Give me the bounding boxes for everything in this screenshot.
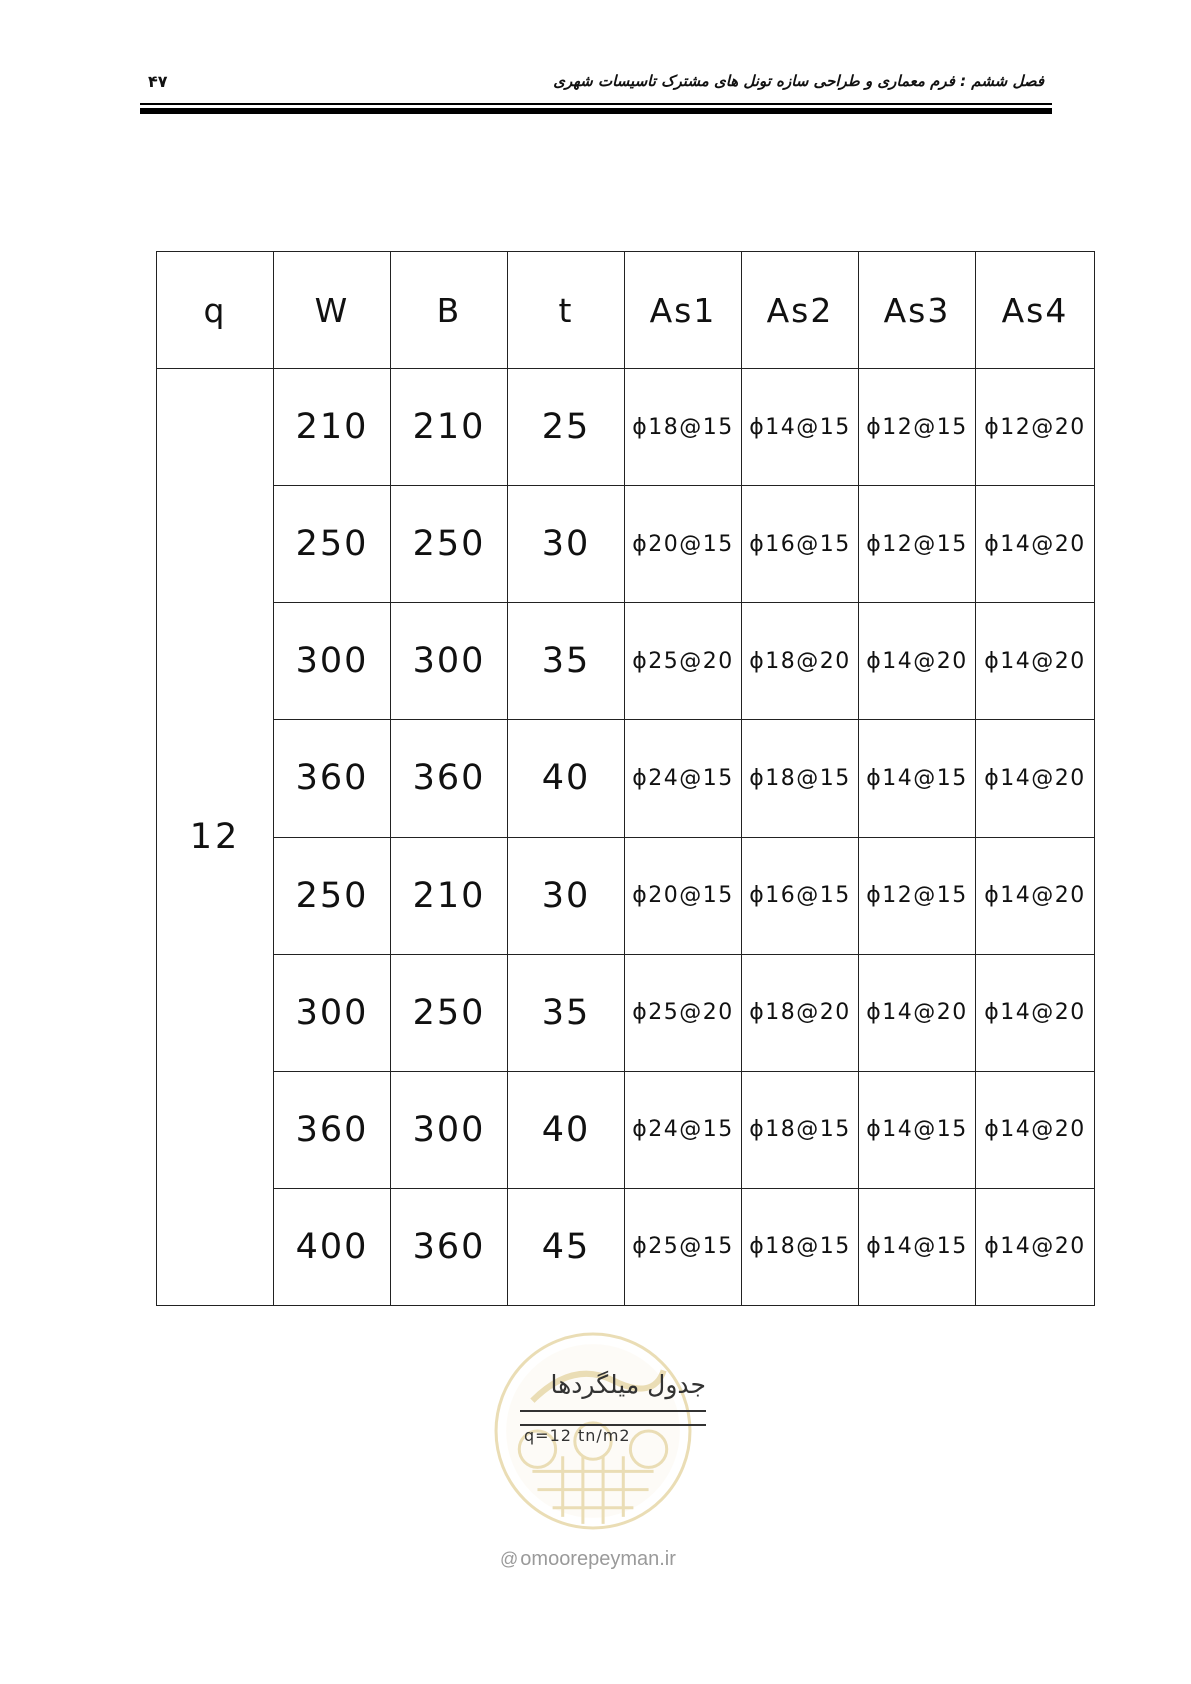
cell-b: 300 [391,1071,508,1188]
cell-as1: ɸ24@15 [625,720,742,837]
cell-w: 300 [274,603,391,720]
column-header-as2: As2 [742,252,859,369]
table-row [157,369,1095,486]
rebar-table [156,251,1095,1306]
cell-as3: ɸ14@20 [859,954,976,1071]
cell-as4: ɸ12@20 [976,369,1095,486]
cell-as3: ɸ12@15 [859,486,976,603]
cell-as1: ɸ25@20 [625,603,742,720]
cell-as1: ɸ25@15 [625,1188,742,1305]
cell-w: 300 [274,954,391,1071]
cell-t: 25 [508,369,625,486]
cell-as3: ɸ12@15 [859,837,976,954]
caption-underline [520,1410,706,1412]
cell-as4: ɸ14@20 [976,486,1095,603]
cell-as3: ɸ14@15 [859,1188,976,1305]
header-rule-thin [140,103,1052,105]
table-row [157,1071,1095,1188]
cell-w: 360 [274,1071,391,1188]
cell-as1: ɸ18@15 [625,369,742,486]
column-header-as3: As3 [859,252,976,369]
header-rule-thick [140,108,1052,114]
cell-as3: ɸ14@15 [859,1071,976,1188]
cell-t: 40 [508,1071,625,1188]
cell-as2: ɸ16@15 [742,837,859,954]
caption-subtitle: q=12 tn/m2 [524,1426,631,1445]
cell-as1: ɸ20@15 [625,837,742,954]
watermark-site-text: omoorepeyman.ir [520,1548,676,1570]
cell-b: 210 [391,369,508,486]
cell-as4: ɸ14@20 [976,1071,1095,1188]
cell-b: 300 [391,603,508,720]
column-header-b: B [391,252,508,369]
cell-as2: ɸ18@15 [742,720,859,837]
cell-b: 360 [391,720,508,837]
cell-b: 250 [391,954,508,1071]
page-number: ۴۷ [148,72,168,91]
cell-t: 45 [508,1188,625,1305]
column-header-q: q [157,252,274,369]
cell-as1: ɸ24@15 [625,1071,742,1188]
cell-w: 400 [274,1188,391,1305]
column-header-as1: As1 [625,252,742,369]
cell-as1: ɸ20@15 [625,486,742,603]
cell-b: 250 [391,486,508,603]
table-row [157,837,1095,954]
table-row [157,1188,1095,1305]
chapter-title: فصل ششم : فرم معماری و طراحی سازه تونل های مشترک تاسیسات شهری [553,72,1044,90]
table-caption [520,1370,710,1450]
column-header-t: t [508,252,625,369]
table-row [157,486,1095,603]
cell-as2: ɸ14@15 [742,369,859,486]
table-row [157,954,1095,1071]
q-value-cell: 12 [157,369,274,1306]
cell-as3: ɸ14@20 [859,603,976,720]
cell-t: 30 [508,486,625,603]
cell-t: 30 [508,837,625,954]
cell-as3: ɸ12@15 [859,369,976,486]
cell-as2: ɸ16@15 [742,486,859,603]
cell-w: 250 [274,486,391,603]
cell-w: 210 [274,369,391,486]
cell-b: 210 [391,837,508,954]
cell-as4: ɸ14@20 [976,720,1095,837]
cell-as2: ɸ18@20 [742,603,859,720]
cell-b: 360 [391,1188,508,1305]
at-icon: @ [500,1549,519,1569]
table-row [157,603,1095,720]
cell-as3: ɸ14@15 [859,720,976,837]
cell-t: 40 [508,720,625,837]
cell-t: 35 [508,954,625,1071]
column-header-w: W [274,252,391,369]
cell-t: 35 [508,603,625,720]
cell-as4: ɸ14@20 [976,837,1095,954]
cell-w: 360 [274,720,391,837]
watermark-site [500,1548,676,1571]
header-row [157,252,1095,369]
caption-title: جدول میلگردها [550,1370,706,1399]
cell-as4: ɸ14@20 [976,603,1095,720]
column-header-as4: As4 [976,252,1095,369]
cell-as2: ɸ18@20 [742,954,859,1071]
cell-as4: ɸ14@20 [976,954,1095,1071]
cell-as4: ɸ14@20 [976,1188,1095,1305]
page-header [140,66,1052,96]
table-row [157,720,1095,837]
cell-w: 250 [274,837,391,954]
cell-as2: ɸ18@15 [742,1188,859,1305]
cell-as2: ɸ18@15 [742,1071,859,1188]
cell-as1: ɸ25@20 [625,954,742,1071]
